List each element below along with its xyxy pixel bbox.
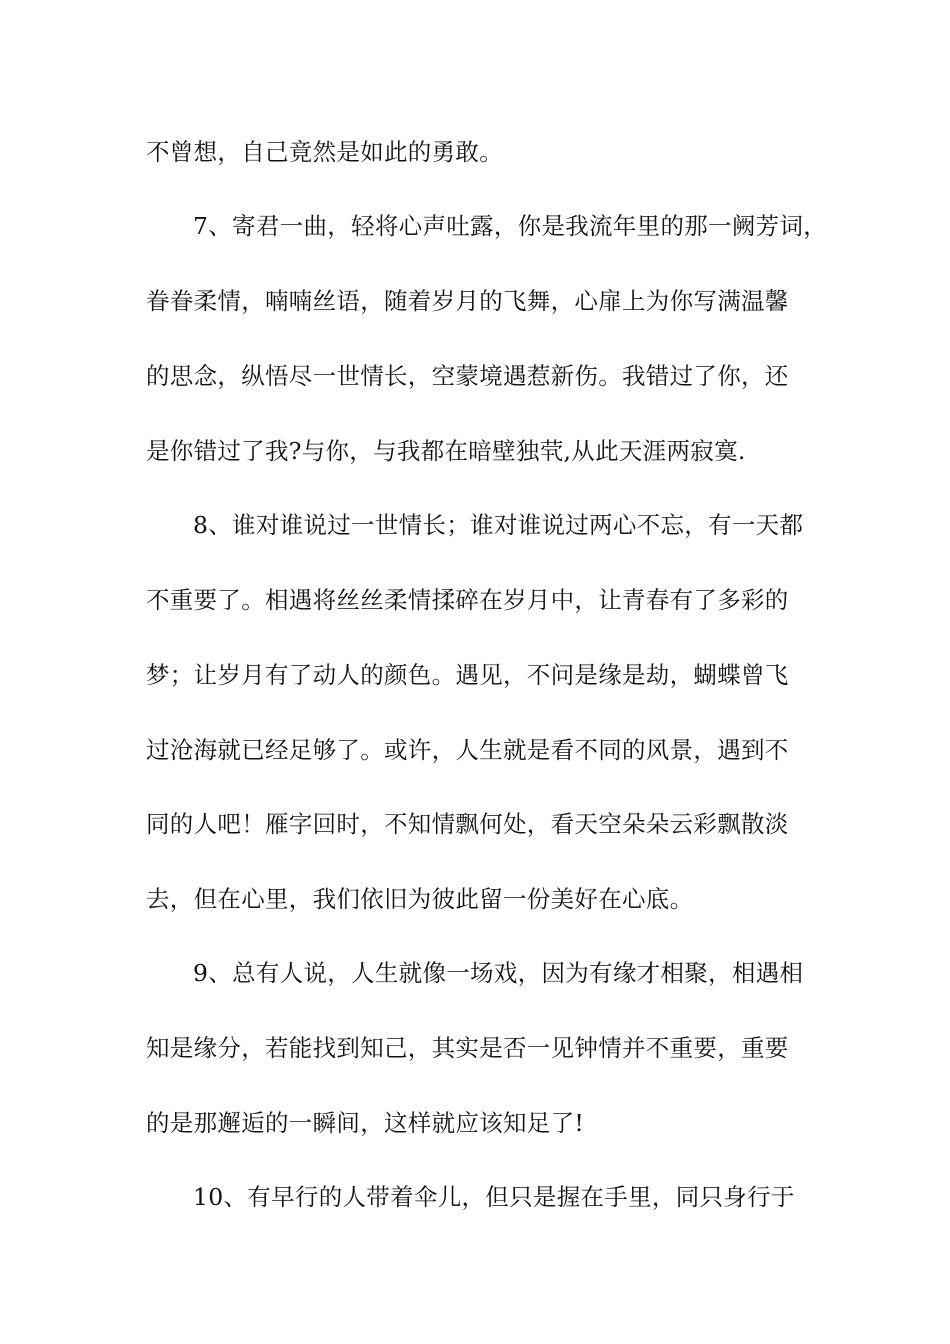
text-line: 不曾想，自己竟然是如此的勇敢。 bbox=[146, 138, 503, 166]
text-line: 梦；让岁月有了动人的颜色。遇见，不问是缘是劫，蝴蝶曾飞 bbox=[146, 661, 789, 689]
paragraph-9-start: 9、总有人说，人生就像一场戏，因为有缘才相聚，相遇相 bbox=[193, 959, 804, 987]
text-line: 的思念，纵悟尽一世情长，空蒙境遇惹新伤。我错过了你，还 bbox=[146, 362, 789, 390]
text-line: 是你错过了我?与你，与我都在暗壁独茕,从此天涯两寂寞. bbox=[146, 437, 746, 465]
text-line: 同的人吧！雁字回时，不知情飘何处，看天空朵朵云彩飘散淡 bbox=[146, 810, 789, 838]
text-line: 眷眷柔情，喃喃丝语，随着岁月的飞舞，心扉上为你写满温馨 bbox=[146, 287, 789, 315]
text-line: 知是缘分，若能找到知己，其实是否一见钟情并不重要，重要 bbox=[146, 1034, 789, 1062]
text-line: 去，但在心里，我们依旧为彼此留一份美好在心底。 bbox=[146, 885, 694, 913]
paragraph-7-start: 7、寄君一曲，轻将心声吐露，你是我流年里的那一阙芳词， bbox=[193, 212, 828, 240]
text-line: 过沧海就已经足够了。或许，人生就是看不同的风景，遇到不 bbox=[146, 736, 789, 764]
text-line: 的是那邂逅的一瞬间，这样就应该知足了! bbox=[146, 1109, 585, 1137]
paragraph-10-start: 10、有早行的人带着伞儿，但只是握在手里，同只身行于 bbox=[193, 1183, 795, 1211]
text-line: 不重要了。相遇将丝丝柔情揉碎在岁月中，让青春有了多彩的 bbox=[146, 586, 789, 614]
paragraph-8-start: 8、谁对谁说过一世情长；谁对谁说过两心不忘，有一天都 bbox=[193, 511, 804, 539]
